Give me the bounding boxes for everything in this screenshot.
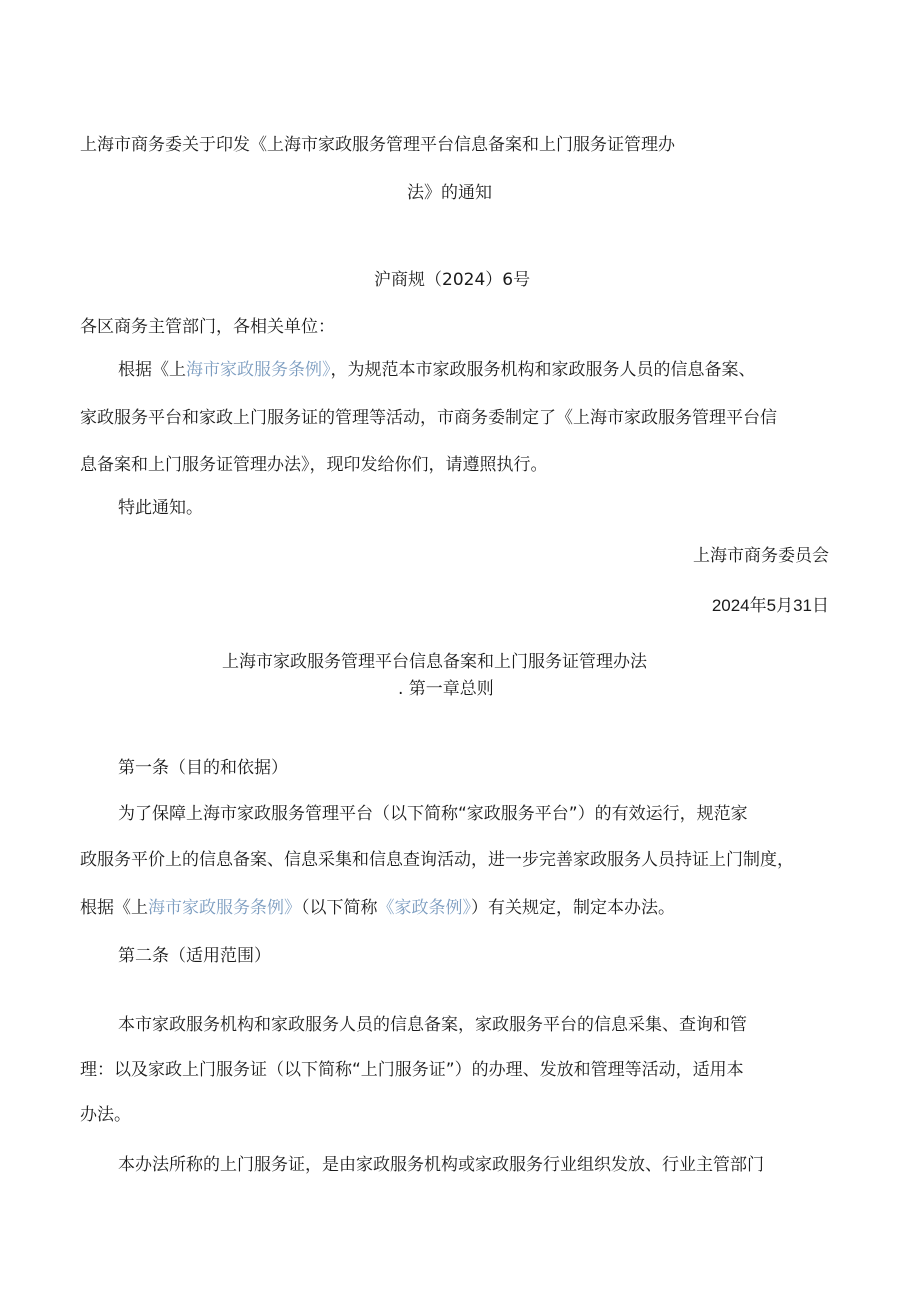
- article-2-heading: 第二条（适用范围）: [118, 946, 271, 966]
- article-2-paragraph-2-line-1: 本办法所称的上门服务证，是由家政服务机构或家政服务行业组织发放、行业主管部门: [118, 1155, 764, 1175]
- salutation: 各区商务主管部门，各相关单位：: [80, 317, 335, 337]
- article-1-text: （以下简称: [301, 898, 378, 918]
- notice-body-line-3: 息备案和上门服务证管理办法》，现印发给你们，请遵照执行。: [80, 455, 548, 475]
- doc-number: 沪商规（2024）6号: [374, 270, 531, 290]
- notice-body-line-2: 家政服务平台和家政上门服务证的管理等活动，市商务委制定了《上海市家政服务管理平台信: [80, 408, 777, 428]
- article-1-line-1: 为了保障上海市家政服务管理平台（以下简称“家政服务平台”）的有效运行，规范家: [118, 804, 748, 824]
- article-2-line-1: 本市家政服务机构和家政服务人员的信息备案，家政服务平台的信息采集、查询和管: [118, 1015, 747, 1035]
- article-1-line-2: 政服务平价上的信息备案、信息采集和信息查询活动，进一步完善家政服务人员持证上门制度，: [80, 850, 794, 870]
- measures-title: 上海市家政服务管理平台信息备案和上门服务证管理办法: [222, 652, 647, 672]
- notice-body-line-1: [118, 359, 756, 381]
- issuer: 上海市商务委员会: [693, 546, 829, 566]
- chapter-heading: . 第一章总则: [398, 679, 494, 699]
- article-2-line-3: 办法。: [80, 1105, 131, 1125]
- article-1-line-3: [80, 897, 675, 919]
- article-1-text: ）有关规定，制定本办法。: [471, 898, 675, 918]
- notice-body-text: 根据《上: [118, 360, 186, 380]
- article-1-heading: 第一条（目的和依据）: [118, 758, 288, 778]
- article-1-text: 根据《上: [80, 898, 148, 918]
- notice-body-text: ，为规范本市家政服务机构和家政服务人员的信息备案、: [330, 360, 756, 380]
- regulation-link[interactable]: 海市家政服务条例》: [148, 898, 301, 918]
- closing-remark: 特此通知。: [118, 498, 203, 518]
- notice-title-line-1: 上海市商务委关于印发《上海市家政服务管理平台信息备案和上门服务证管理办: [80, 135, 675, 155]
- regulation-short-link[interactable]: 《家政条例》: [377, 898, 471, 918]
- regulation-link[interactable]: 海市家政服务条例》: [186, 360, 331, 380]
- issue-date: 2024年5月31日: [711, 596, 829, 615]
- article-2-line-2: 理：以及家政上门服务证（以下简称“上门服务证”）的办理、发放和管理等活动，适用本: [80, 1060, 744, 1080]
- notice-title-line-2: 法》的通知: [407, 183, 492, 203]
